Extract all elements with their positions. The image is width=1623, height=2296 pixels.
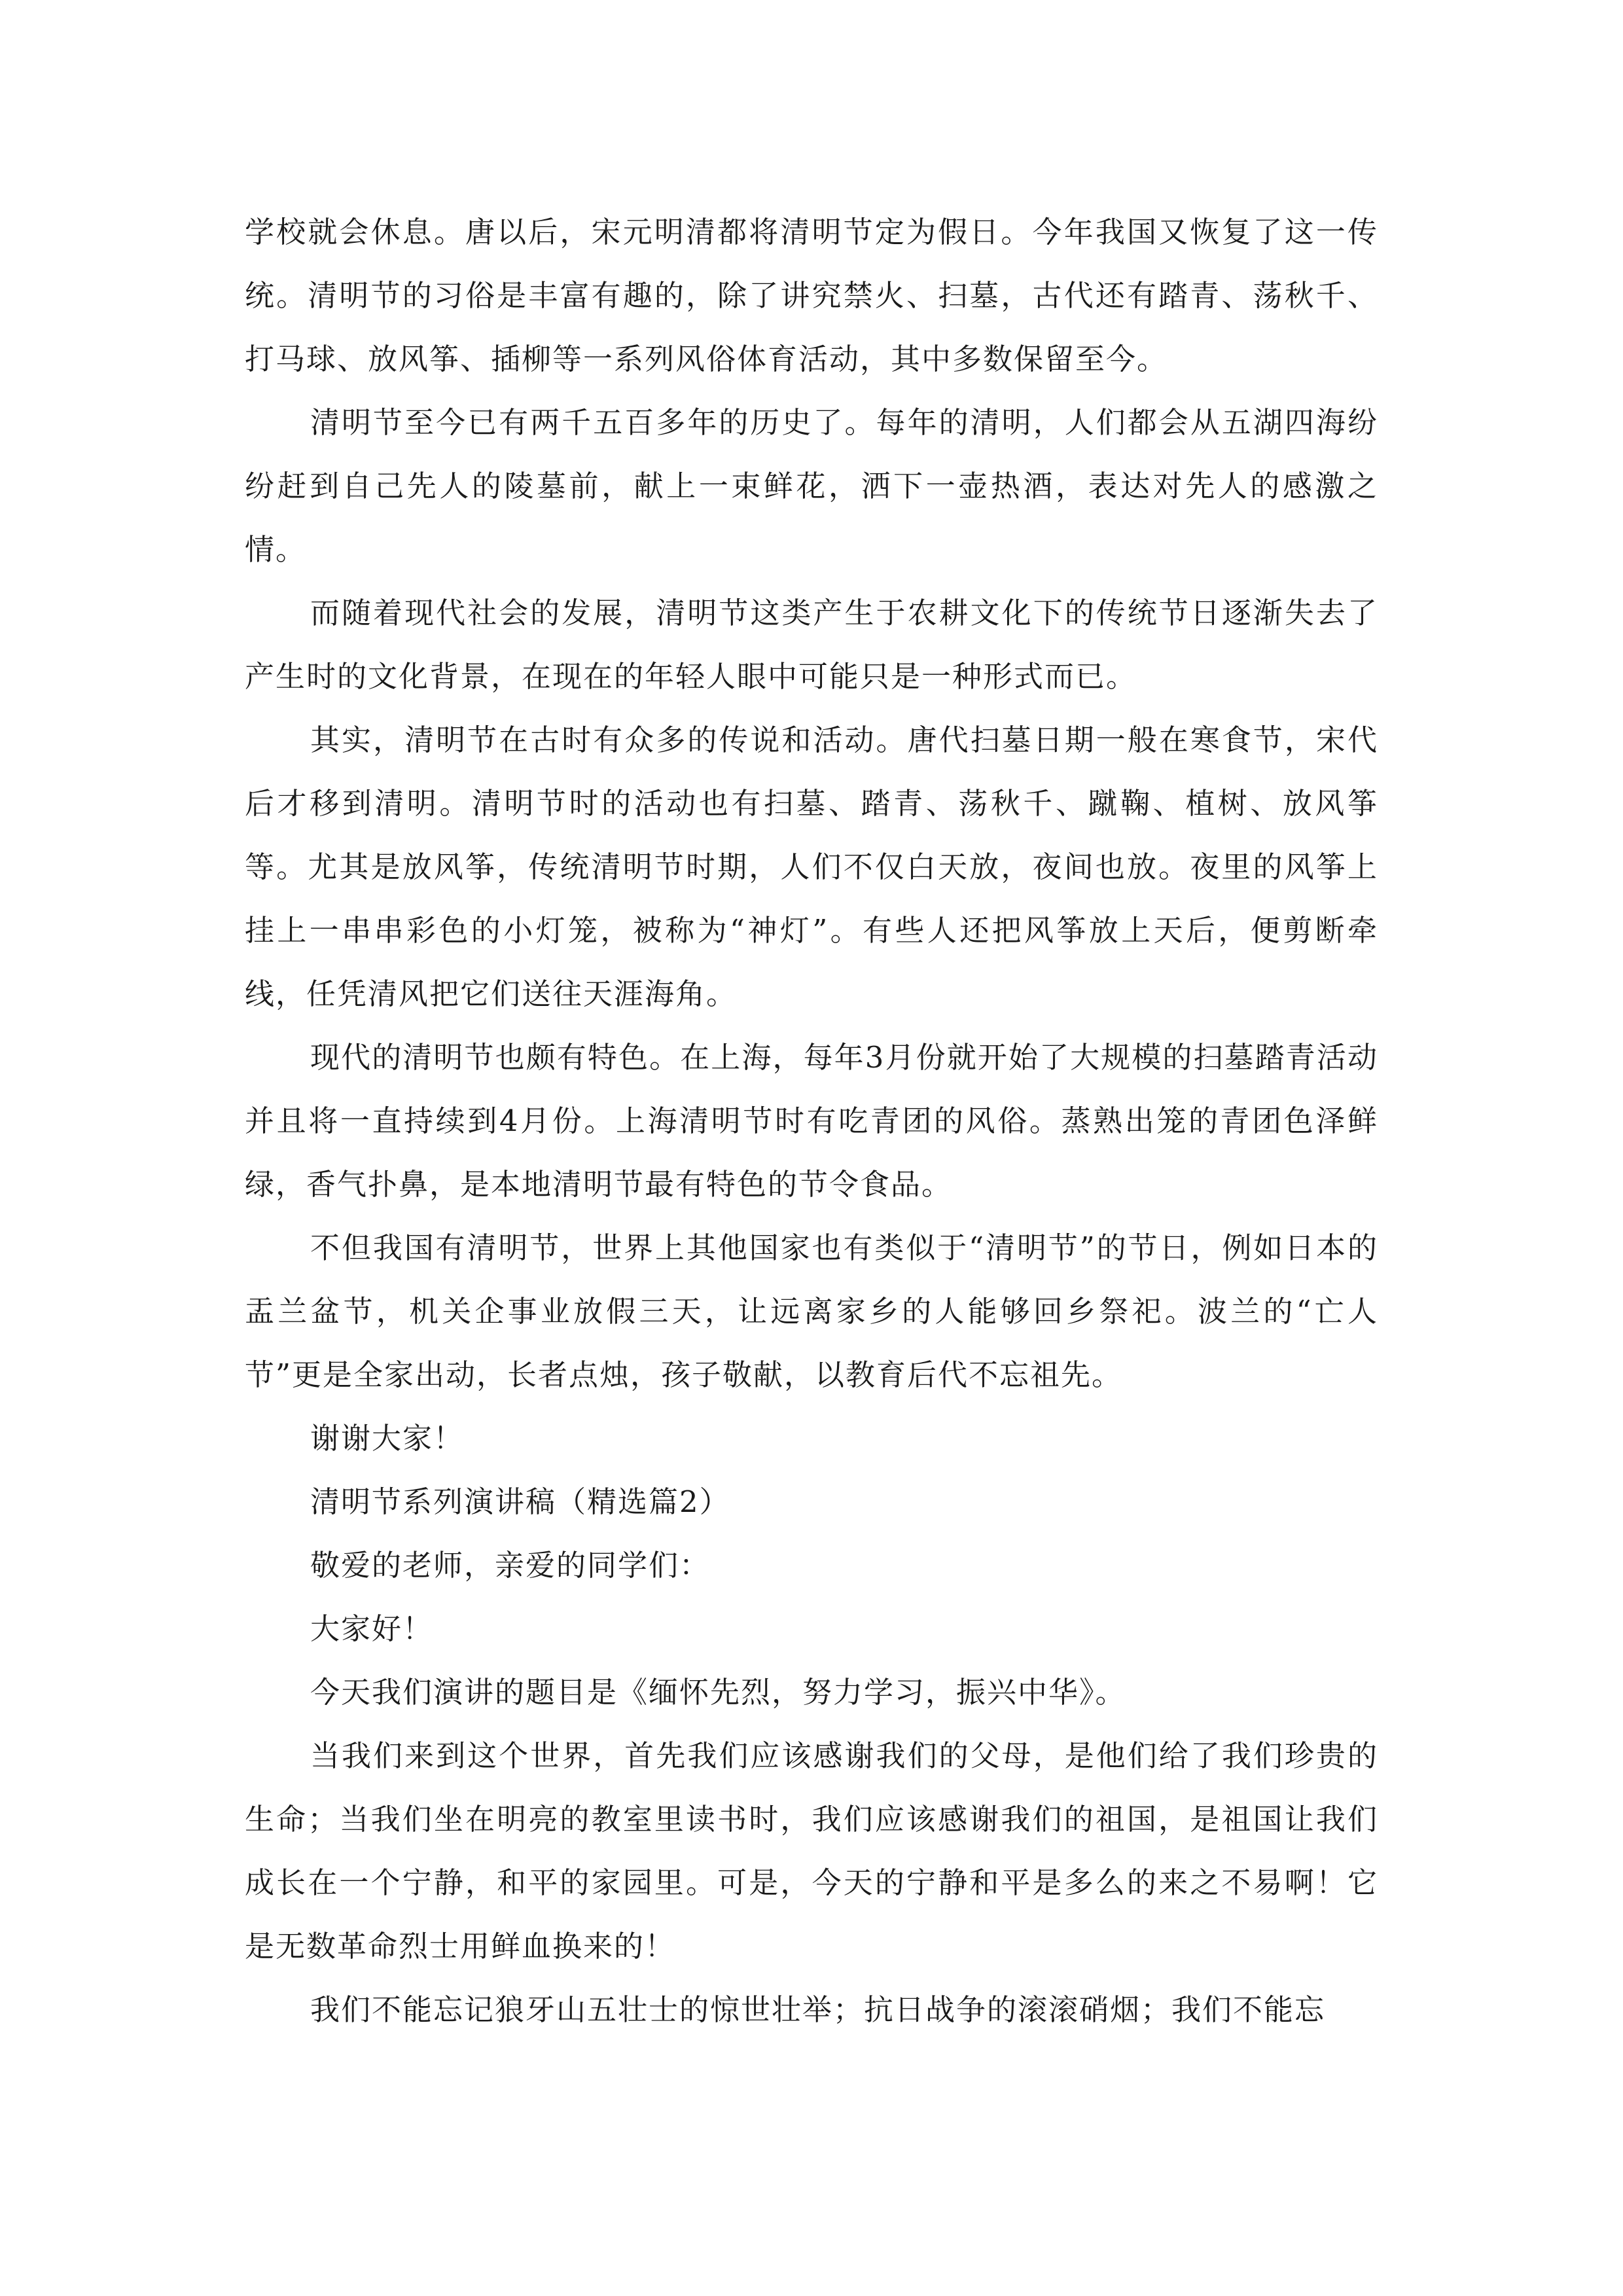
paragraph-1: 学校就会休息。唐以后，宋元明清都将清明节定为假日。今年我国又恢复了这一传统。清明节的习俗是丰富有趣的，除了讲究禁火、扫墓，古代还有踏青、荡秋千、打马球、放风筝、插柳等一系列风俗体育活动，其中多数保留至今。 [245, 215, 1378, 376]
salutation: 敬爱的老师，亲爱的同学们： [310, 1548, 711, 1583]
speech-topic: 今天我们演讲的题目是《缅怀先烈，努力学习，振兴中华》。 [310, 1675, 1126, 1710]
paragraph-4: 其实，清明节在古时有众多的传说和活动。唐代扫墓日期一般在寒食节，宋代后才移到清明。清明节时的活动也有扫墓、踏青、荡秋千、蹴鞠、植树、放风筝等。尤其是放风筝，传统清明节时期，人们不仅白天放，夜间也放。夜里的风筝上挂上一串串彩色的小灯笼，被称为“神灯”。有些人还把风筝放上天后，便剪断牵线，任凭清风把它们送往天涯海角。 [245, 723, 1378, 1011]
paragraph-2: 清明节至今已有两千五百多年的历史了。每年的清明，人们都会从五湖四海纷纷赶到自己先人的陵墓前，献上一束鲜花，洒下一壶热酒，表达对先人的感激之情。 [245, 405, 1378, 567]
section-title: 清明节系列演讲稿（精选篇2） [310, 1484, 730, 1519]
paragraph-5: 现代的清明节也颇有特色。在上海，每年3月份就开始了大规模的扫墓踏青活动并且将一直持续到4月份。上海清明节时有吃青团的风俗。蒸熟出笼的青团色泽鲜绿，香气扑鼻，是本地清明节最有特色的节令食品。 [245, 1040, 1378, 1202]
closing-thanks: 谢谢大家！ [310, 1421, 465, 1456]
paragraph-3: 而随着现代社会的发展，清明节这类产生于农耕文化下的传统节日逐渐失去了产生时的文化背景，在现在的年轻人眼中可能只是一种形式而已。 [245, 596, 1378, 694]
document-page [245, 200, 1378, 2041]
paragraph-6: 不但我国有清明节，世界上其他国家也有类似于“清明节”的节日，例如日本的盂兰盆节，机关企事业放假三天，让远离家乡的人能够回乡祭祀。波兰的“亡人节”更是全家出动，长者点烛，孩子敬献，以教育后代不忘祖先。 [245, 1230, 1378, 1392]
paragraph-13: 我们不能忘记狼牙山五壮士的惊世壮举；抗日战争的滚滚硝烟；我们不能忘 [310, 1992, 1326, 2027]
greeting: 大家好！ [310, 1611, 434, 1646]
paragraph-12: 当我们来到这个世界，首先我们应该感谢我们的父母，是他们给了我们珍贵的生命；当我们坐在明亮的教室里读书时，我们应该感谢我们的祖国，是祖国让我们成长在一个宁静，和平的家园里。可是，今天的宁静和平是多么的来之不易啊！它是无数革命烈士用鲜血换来的！ [245, 1738, 1378, 1964]
